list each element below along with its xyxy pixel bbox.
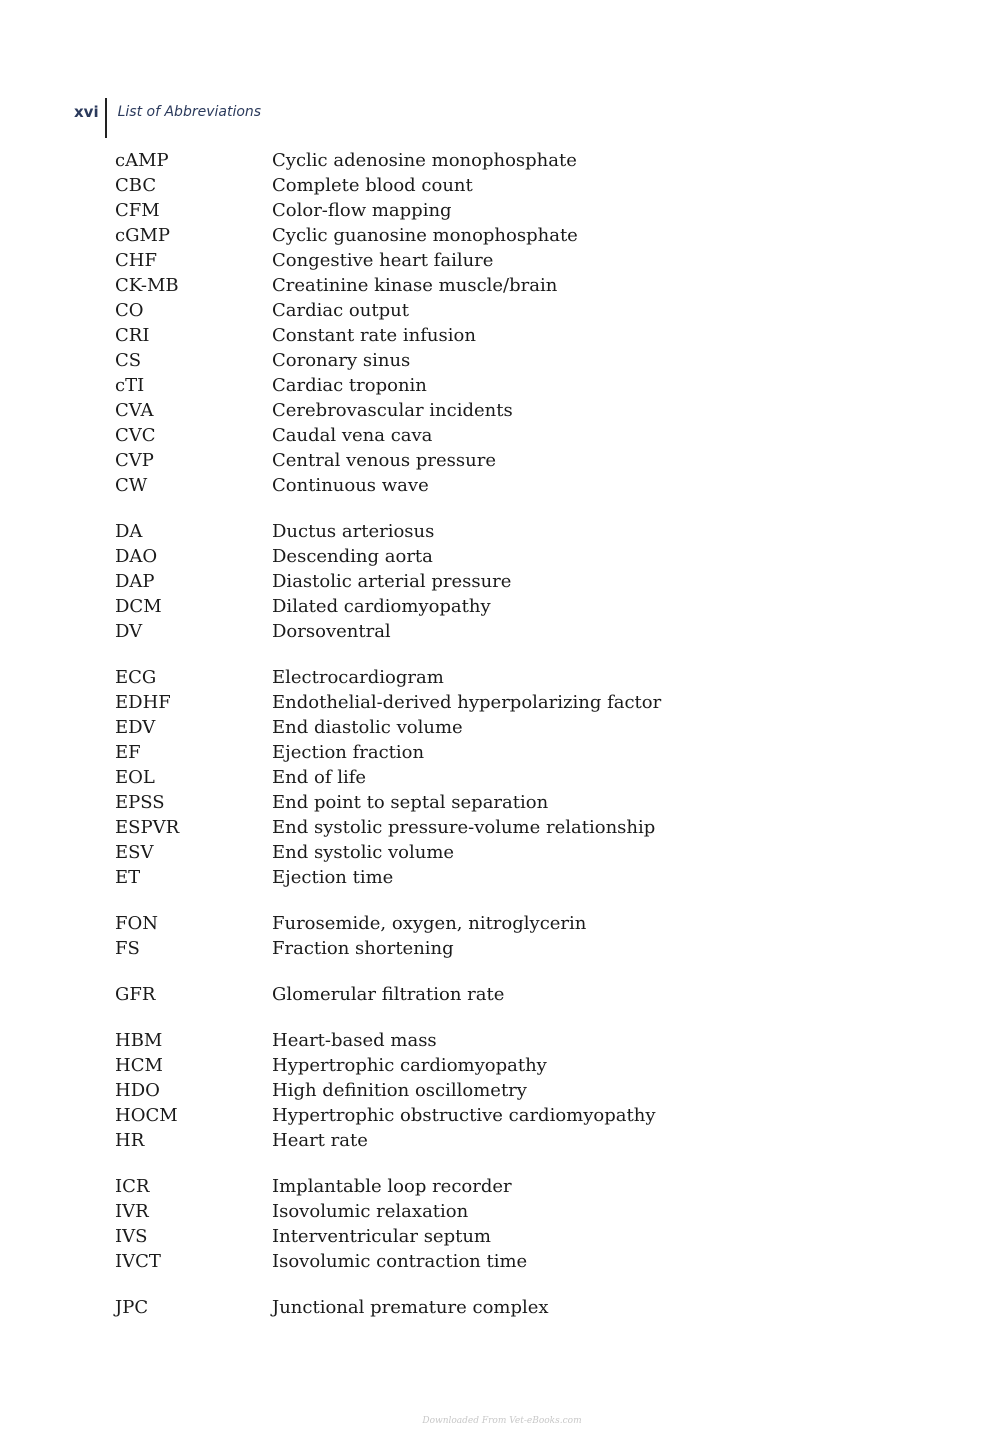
abbreviation-group [115,911,815,961]
abbreviation-term: DCM [115,596,162,617]
abbreviation-term: cAMP [115,150,169,171]
abbreviation-definition: Heart-based mass [272,1030,437,1051]
abbreviation-entry [115,765,815,790]
abbreviation-definition: Furosemide, oxygen, nitroglycerin [272,913,587,934]
abbreviation-entry [115,1295,815,1320]
abbreviation-definition: Hypertrophic obstructive cardiomyopathy [272,1105,656,1126]
abbreviation-entry [115,373,815,398]
abbreviation-definition: Isovolumic contraction time [272,1251,528,1272]
abbreviation-definition: Isovolumic relaxation [272,1201,469,1222]
running-header [74,98,261,138]
abbreviation-definition: Cardiac troponin [272,375,427,396]
abbreviation-entry [115,273,815,298]
abbreviation-entry [115,911,815,936]
abbreviation-group [115,1028,815,1153]
abbreviation-entry [115,840,815,865]
abbreviation-entry [115,619,815,644]
abbreviation-entry [115,348,815,373]
abbreviation-definition: High definition oscillometry [272,1080,527,1101]
abbreviation-entry [115,982,815,1007]
abbreviation-term: EPSS [115,792,165,813]
abbreviation-entry [115,1224,815,1249]
abbreviation-definition: Cerebrovascular incidents [272,400,513,421]
abbreviation-definition: Diastolic arterial pressure [272,571,512,592]
abbreviation-entry [115,423,815,448]
abbreviation-group [115,519,815,644]
abbreviation-definition: Cardiac output [272,300,409,321]
abbreviation-entry [115,1078,815,1103]
abbreviation-definition: End of life [272,767,367,788]
abbreviation-entry [115,448,815,473]
abbreviation-term: ET [115,867,141,888]
abbreviation-term: CVA [115,400,154,421]
abbreviation-term: JPC [115,1297,149,1318]
abbreviation-term: EOL [115,767,155,788]
abbreviation-term: ECG [115,667,157,688]
abbreviation-entry [115,198,815,223]
abbreviation-definition: End systolic volume [272,842,455,863]
abbreviation-term: GFR [115,984,156,1005]
abbreviation-entry [115,740,815,765]
abbreviation-definition: Continuous wave [272,475,429,496]
abbreviation-entry [115,1199,815,1224]
abbreviation-group [115,982,815,1007]
abbreviation-term: CRI [115,325,150,346]
abbreviation-term: CW [115,475,148,496]
abbreviation-entry [115,1053,815,1078]
abbreviation-entry [115,323,815,348]
abbreviation-term: CVC [115,425,156,446]
abbreviation-term: DA [115,521,143,542]
abbreviation-term: HBM [115,1030,163,1051]
abbreviation-term: IVS [115,1226,148,1247]
running-title: List of Abbreviations [117,104,262,120]
abbreviation-entry [115,1249,815,1274]
abbreviation-term: ESV [115,842,154,863]
abbreviation-entry [115,1174,815,1199]
abbreviation-term: CBC [115,175,157,196]
abbreviation-entry [115,173,815,198]
abbreviation-term: EF [115,742,141,763]
abbreviation-definition: Constant rate infusion [272,325,476,346]
abbreviation-term: ICR [115,1176,150,1197]
abbreviation-group [115,665,815,890]
abbreviation-definition: End diastolic volume [272,717,463,738]
abbreviation-term: HDO [115,1080,160,1101]
abbreviation-definition: Color-flow mapping [272,200,452,221]
abbreviation-term: CHF [115,250,157,271]
abbreviation-term: ESPVR [115,817,180,838]
abbreviation-entry [115,519,815,544]
abbreviation-term: DAO [115,546,158,567]
abbreviation-definition: Cyclic adenosine monophosphate [272,150,577,171]
abbreviation-term: cGMP [115,225,171,246]
abbreviation-list [115,148,815,1341]
abbreviation-entry [115,544,815,569]
abbreviation-definition: Glomerular filtration rate [272,984,505,1005]
abbreviation-group [115,1174,815,1274]
abbreviation-term: HCM [115,1055,163,1076]
abbreviation-entry [115,815,815,840]
abbreviation-term: IVCT [115,1251,161,1272]
abbreviation-entry [115,248,815,273]
abbreviation-entry [115,594,815,619]
abbreviation-definition: Creatinine kinase muscle/brain [272,275,558,296]
abbreviation-entry [115,865,815,890]
abbreviation-entry [115,569,815,594]
abbreviation-term: CFM [115,200,160,221]
abbreviation-definition: Fraction shortening [272,938,454,959]
abbreviation-entry [115,298,815,323]
abbreviation-term: CVP [115,450,154,471]
abbreviation-definition: End point to septal separation [272,792,549,813]
abbreviation-entry [115,398,815,423]
abbreviation-term: EDV [115,717,156,738]
abbreviation-term: HR [115,1130,145,1151]
abbreviation-entry [115,715,815,740]
abbreviation-term: DV [115,621,143,642]
abbreviation-term: HOCM [115,1105,178,1126]
abbreviation-definition: End systolic pressure-volume relationship [272,817,656,838]
abbreviation-term: CK-MB [115,275,179,296]
abbreviation-definition: Dorsoventral [272,621,391,642]
abbreviation-group [115,1295,815,1320]
abbreviation-definition: Implantable loop recorder [272,1176,512,1197]
abbreviation-definition: Endothelial-derived hyperpolarizing factor [272,692,662,713]
abbreviation-definition: Ductus arteriosus [272,521,435,542]
abbreviation-definition: Junctional premature complex [272,1297,549,1318]
abbreviation-entry [115,1028,815,1053]
abbreviation-entry [115,936,815,961]
abbreviation-group [115,148,815,498]
abbreviation-definition: Congestive heart failure [272,250,494,271]
abbreviation-definition: Coronary sinus [272,350,411,371]
abbreviation-term: CO [115,300,144,321]
abbreviation-definition: Hypertrophic cardiomyopathy [272,1055,547,1076]
abbreviation-definition: Caudal vena cava [272,425,433,446]
abbreviation-definition: Ejection time [272,867,394,888]
abbreviation-entry [115,148,815,173]
abbreviation-entry [115,1103,815,1128]
abbreviation-term: cTI [115,375,145,396]
abbreviation-definition: Descending aorta [272,546,433,567]
abbreviation-definition: Heart rate [272,1130,368,1151]
abbreviation-entry [115,790,815,815]
abbreviation-term: CS [115,350,142,371]
abbreviation-definition: Dilated cardiomyopathy [272,596,491,617]
abbreviation-definition: Ejection fraction [272,742,425,763]
abbreviation-term: FS [115,938,140,959]
abbreviation-entry [115,1128,815,1153]
abbreviation-entry [115,690,815,715]
abbreviation-definition: Complete blood count [272,175,473,196]
page-number: xvi [74,103,99,121]
abbreviation-definition: Interventricular septum [272,1226,491,1247]
abbreviation-definition: Electrocardiogram [272,667,444,688]
abbreviation-definition: Central venous pressure [272,450,496,471]
abbreviation-term: DAP [115,571,155,592]
abbreviation-definition: Cyclic guanosine monophosphate [272,225,578,246]
abbreviation-term: FON [115,913,158,934]
abbreviation-term: EDHF [115,692,171,713]
abbreviation-entry [115,223,815,248]
abbreviation-entry [115,665,815,690]
footer-watermark: Downloaded From Vet-eBooks.com [422,1416,582,1426]
abbreviation-term: IVR [115,1201,149,1222]
abbreviation-entry [115,473,815,498]
